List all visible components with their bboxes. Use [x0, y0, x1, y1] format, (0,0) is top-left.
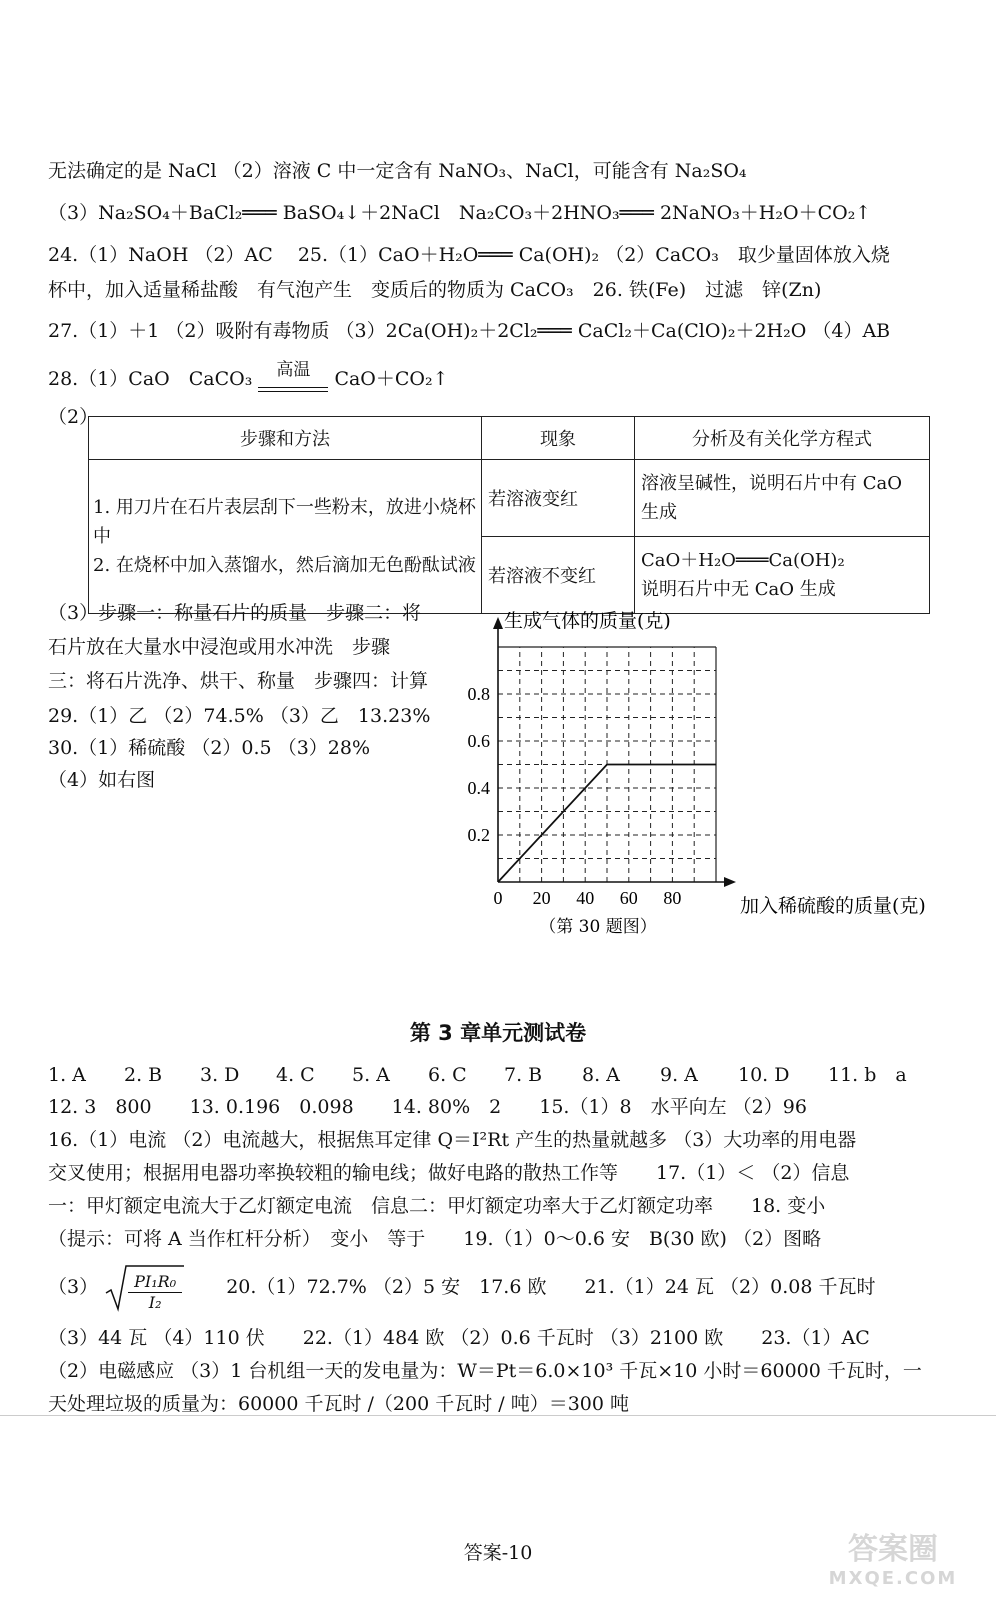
fraction-denominator: I₂ [148, 1292, 162, 1312]
q28-prefix: 28.（1）CaO CaCO₃ [48, 368, 253, 390]
text-line: 一：甲灯额定电流大于乙灯额定电流 信息二：甲灯额定功率大于乙灯额定功率 18. 变小 [48, 1195, 826, 1217]
q28-equation [48, 360, 449, 392]
text-line: 12. 3 800 13. 0.196 0.098 14. 80% 2 15.（1）8 水平向左 （2）96 [48, 1096, 807, 1118]
text-line: 30.（1）稀硫酸 （2）0.5 （3）28% [48, 737, 371, 759]
chart-caption: （第 30 题图） [539, 917, 657, 937]
table-header: 步骤和方法 [89, 417, 482, 460]
section-title: 第 3 章单元测试卷 [409, 1021, 587, 1045]
answer-item: 1. A [48, 1064, 86, 1086]
y-tick-label: 0.2 [467, 825, 490, 845]
y-tick-label: 0.6 [467, 731, 490, 751]
step-1: 1. 用刀片在石片表层刮下一些粉末，放进小烧杯中 [93, 497, 476, 547]
answer-item: 5. A [352, 1064, 390, 1086]
answer-item: 7. B [504, 1064, 543, 1086]
text-line: （提示：可将 A 当作杠杆分析） 变小 等于 19.（1）0～0.6 安 B(30 欧) （2）图略 [48, 1228, 822, 1250]
text-line: 天处理垃圾的质量为：60000 千瓦时 /（200 千瓦时 / 吨）＝300 吨 [48, 1393, 630, 1415]
x-tick-label: 40 [576, 888, 595, 908]
answer-item: 11. b a [828, 1064, 907, 1086]
text-line: （3）步骤一：称量石片的质量 步骤二：将 [48, 602, 422, 624]
condition-label: 高温 [276, 360, 311, 380]
watermark-main: 答案圈 [848, 1532, 938, 1567]
steps-cell [89, 460, 482, 614]
x-tick-label: 0 [493, 888, 503, 908]
answer-item: 6. C [428, 1064, 467, 1086]
phenomenon-cell: 若溶液变红 [482, 460, 635, 537]
analysis-conclusion: 说明石片中无 CaO 生成 [641, 579, 836, 600]
text-line: 29.（1）乙 （2）74.5% （3）乙 13.23% [48, 705, 431, 727]
x-tick-label: 80 [663, 888, 682, 908]
text-line: （2）电磁感应 （3）1 台机组一天的发电量为：W＝Pt＝6.0×10³ 千瓦×10 小时＝60000 千瓦时，一 [48, 1360, 922, 1382]
q28-part2-label: （2） [48, 406, 99, 428]
text-line: 无法确定的是 NaCl （2）溶液 C 中一定含有 NaNO₃、NaCl，可能含有 Na₂SO₄ [48, 160, 747, 182]
q28-suffix: CaO＋CO₂↑ [334, 368, 449, 390]
table-row [89, 460, 930, 537]
text-line: （3）Na₂SO₄＋BaCl₂═══ BaSO₄↓＋2NaCl Na₂CO₃＋2HNO₃═══ 2NaNO₃＋H₂O＋CO₂↑ [48, 202, 872, 224]
x-axis-label: 加入稀硫酸的质量(克) [740, 895, 926, 917]
table-header: 分析及有关化学方程式 [635, 417, 930, 460]
equals-sign [258, 387, 328, 392]
answer-item: 10. D [738, 1064, 790, 1086]
fraction-numerator: PI₁R₀ [128, 1272, 182, 1293]
experiment-table [88, 416, 930, 614]
answer-item: 9. A [660, 1064, 698, 1086]
answer-item: 3. D [200, 1064, 240, 1086]
text-line: 三：将石片洗净、烘干、称量 步骤四：计算 [48, 670, 429, 692]
analysis-cell: 溶液呈碱性，说明石片中有 CaO 生成 [635, 460, 930, 537]
reaction-condition [258, 360, 328, 392]
gas-mass-chart [450, 610, 970, 970]
answer-item: 4. C [276, 1064, 315, 1086]
text-line: （3）44 瓦 （4）110 伏 22.（1）484 欧 （2）0.6 千瓦时 （3）2100 欧 23.（1）AC [48, 1327, 870, 1349]
formula-line [48, 1262, 875, 1313]
analysis-equation: CaO＋H₂O═══Ca(OH)₂ [641, 550, 845, 571]
analysis-cell [635, 537, 930, 614]
y-tick-label: 0.8 [467, 684, 490, 704]
table-header-row [89, 417, 930, 460]
x-axis-arrow-icon [724, 877, 736, 887]
x-tick-label: 20 [532, 888, 551, 908]
formula-prefix: （3） [48, 1276, 99, 1298]
text-line: 杯中，加入适量稀盐酸 有气泡产生 变质后的物质为 CaCO₃ 26. 铁(Fe) 过滤 锌(Zn) [48, 279, 822, 301]
answer-item: 8. A [582, 1064, 620, 1086]
y-tick-label: 0.4 [467, 778, 490, 798]
text-line: 27.（1）＋1 （2）吸附有毒物质 （3）2Ca(OH)₂＋2Cl₂═══ CaCl₂＋Ca(ClO)₂＋2H₂O （4）AB [48, 320, 891, 342]
text-line: 24.（1）NaOH （2）AC 25.（1）CaO＋H₂O═══ Ca(OH)₂ （2）CaCO₃ 取少量固体放入烧 [48, 244, 890, 266]
watermark-sub: MXQE.COM [828, 1568, 958, 1589]
formula-suffix: 20.（1）72.7% （2）5 安 17.6 欧 21.（1）24 瓦 （2）0.08 千瓦时 [188, 1276, 876, 1298]
text-line: （4）如右图 [48, 769, 156, 791]
answer-item: 2. B [124, 1064, 163, 1086]
chart-container [450, 610, 970, 970]
phenomenon-cell: 若溶液不变红 [482, 537, 635, 614]
watermark-logo [808, 1524, 978, 1594]
square-root [104, 1263, 182, 1313]
table-header: 现象 [482, 417, 635, 460]
y-axis-arrow-icon [493, 617, 503, 629]
radical-sign-icon [104, 1263, 186, 1313]
y-axis-label: 生成气体的质量(克) [504, 610, 671, 632]
text-line: 石片放在大量水中浸泡或用水冲洗 步骤 [48, 636, 391, 658]
text-line: 交叉使用；根据用电器功率换较粗的输电线；做好电路的散热工作等 17.（1）＜ （2）信息 [48, 1162, 850, 1184]
step-2: 2. 在烧杯中加入蒸馏水，然后滴加无色酚酞试液 [93, 555, 476, 576]
text-line: 16.（1）电流 （2）电流越大，根据焦耳定律 Q＝I²Rt 产生的热量就越多 （3）大功率的用电器 [48, 1129, 857, 1151]
x-tick-label: 60 [619, 888, 638, 908]
page-number: 答案-10 [463, 1542, 533, 1564]
